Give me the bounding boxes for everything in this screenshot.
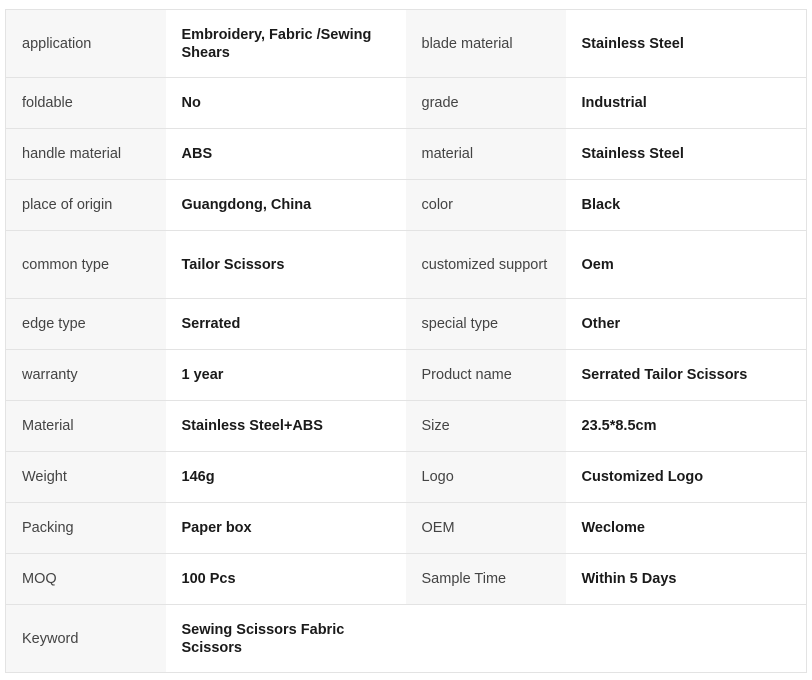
spec-label: blade material (406, 10, 566, 78)
spec-label: warranty (6, 350, 166, 401)
table-row (6, 554, 807, 605)
spec-label: common type (6, 231, 166, 299)
table-row (6, 231, 807, 299)
spec-label: Size (406, 401, 566, 452)
table-row (6, 78, 807, 129)
spec-label: Packing (6, 503, 166, 554)
empty-cell (406, 605, 807, 673)
spec-value: Serrated Tailor Scissors (566, 350, 807, 401)
spec-value: Weclome (566, 503, 807, 554)
spec-label: foldable (6, 78, 166, 129)
spec-label: Weight (6, 452, 166, 503)
spec-value: Guangdong, China (166, 180, 406, 231)
spec-value: ABS (166, 129, 406, 180)
spec-value: Customized Logo (566, 452, 807, 503)
spec-value: Serrated (166, 299, 406, 350)
table-row (6, 350, 807, 401)
spec-label: Keyword (6, 605, 166, 673)
table-row (6, 180, 807, 231)
spec-value: No (166, 78, 406, 129)
table-row (6, 10, 807, 78)
spec-value: Industrial (566, 78, 807, 129)
spec-label: application (6, 10, 166, 78)
spec-label: OEM (406, 503, 566, 554)
spec-label: Product name (406, 350, 566, 401)
spec-value: Sewing Scissors Fabric Scissors (166, 605, 406, 673)
spec-value: 1 year (166, 350, 406, 401)
spec-value: Embroidery, Fabric /Sewing Shears (166, 10, 406, 78)
spec-value: Stainless Steel+ABS (166, 401, 406, 452)
spec-label: place of origin (6, 180, 166, 231)
spec-value: Tailor Scissors (166, 231, 406, 299)
table-row (6, 401, 807, 452)
spec-value: 100 Pcs (166, 554, 406, 605)
spec-value: Oem (566, 231, 807, 299)
spec-label: Material (6, 401, 166, 452)
spec-label: color (406, 180, 566, 231)
spec-label: grade (406, 78, 566, 129)
spec-value: Black (566, 180, 807, 231)
spec-label: handle material (6, 129, 166, 180)
spec-value: Within 5 Days (566, 554, 807, 605)
spec-label: MOQ (6, 554, 166, 605)
table-row (6, 452, 807, 503)
table-row (6, 129, 807, 180)
spec-label: Sample Time (406, 554, 566, 605)
table-row (6, 503, 807, 554)
spec-value: Paper box (166, 503, 406, 554)
spec-label: special type (406, 299, 566, 350)
spec-label: edge type (6, 299, 166, 350)
spec-value: Stainless Steel (566, 129, 807, 180)
spec-label: Logo (406, 452, 566, 503)
spec-label: material (406, 129, 566, 180)
spec-value: 23.5*8.5cm (566, 401, 807, 452)
table-row (6, 299, 807, 350)
table-row (6, 605, 807, 673)
spec-value: Stainless Steel (566, 10, 807, 78)
spec-value: Other (566, 299, 807, 350)
spec-value: 146g (166, 452, 406, 503)
spec-label: customized support (406, 231, 566, 299)
product-specs-table (5, 9, 807, 673)
